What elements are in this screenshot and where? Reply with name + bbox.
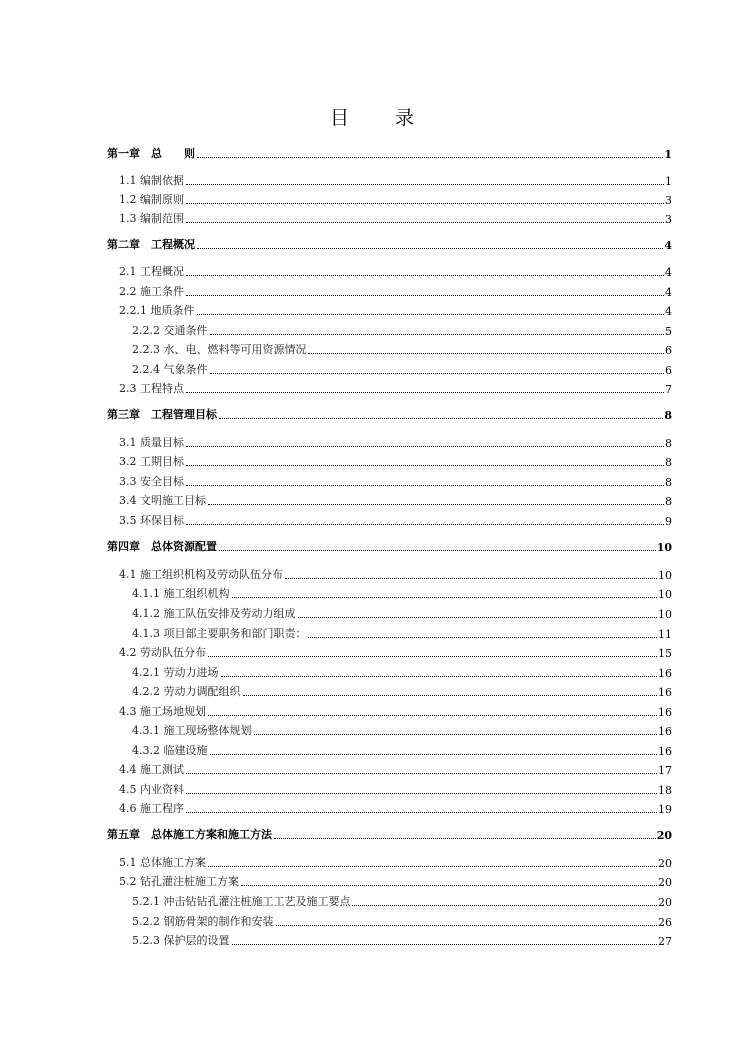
dot-leader [186, 295, 664, 296]
toc-section-entry[interactable] [119, 263, 672, 279]
toc-page-number: 3 [665, 213, 672, 226]
dot-leader [308, 353, 664, 354]
toc-entry-label: 4.3.1 施工现场整体规划 [132, 724, 252, 737]
toc-chapter-entry[interactable] [107, 826, 672, 842]
dot-leader [285, 578, 657, 579]
toc-entry-label: 4.1.1 施工组织机构 [132, 587, 230, 600]
toc-entry-label: 4.1 施工组织机构及劳动队伍分布 [119, 568, 283, 581]
toc-page-number: 6 [665, 364, 672, 377]
dot-leader [208, 866, 657, 867]
toc-page-number: 15 [658, 647, 672, 660]
toc-section-entry[interactable] [119, 172, 672, 188]
toc-page-number: 4 [665, 286, 672, 299]
toc-section-entry[interactable] [132, 722, 672, 738]
toc-entry-label: 3.2 工期目标 [119, 455, 184, 468]
toc-entry-label: 2.2.4 气象条件 [132, 363, 208, 376]
toc-section-entry[interactable] [132, 913, 672, 929]
toc-entry-label: 2.2.2 交通条件 [132, 324, 208, 337]
dot-leader [221, 676, 658, 677]
toc-section-entry[interactable] [119, 191, 672, 207]
toc-page-number: 16 [658, 725, 672, 738]
toc-chapter-entry[interactable] [107, 236, 672, 252]
toc-page-number: 27 [658, 935, 672, 948]
toc-entry-label: 1.3 编制范围 [119, 212, 184, 225]
dot-leader [274, 838, 656, 839]
toc-section-entry[interactable] [132, 664, 672, 680]
toc-section-entry[interactable] [132, 683, 672, 699]
toc-page-number: 20 [658, 857, 672, 870]
toc-page-number: 20 [658, 896, 672, 909]
toc-entry-label: 4.6 施工程序 [119, 802, 184, 815]
toc-page-number: 17 [658, 764, 672, 777]
toc-page-number: 4 [665, 305, 672, 318]
dot-leader [186, 524, 664, 525]
toc-page-number: 4 [664, 239, 672, 252]
dot-leader [210, 754, 658, 755]
toc-entry-label: 第二章 工程概况 [107, 238, 195, 251]
toc-section-entry[interactable] [132, 625, 672, 641]
toc-section-entry[interactable] [132, 742, 672, 758]
toc-page-number: 18 [658, 784, 672, 797]
toc-page-number: 8 [665, 476, 672, 489]
toc-entry-label: 4.2.1 劳动力进场 [132, 666, 219, 679]
dot-leader [241, 885, 657, 886]
toc-page-number: 16 [658, 667, 672, 680]
toc-section-entry[interactable] [119, 703, 672, 719]
dot-leader [276, 925, 658, 926]
toc-section-entry[interactable] [132, 893, 672, 909]
dot-leader [219, 418, 663, 419]
toc-entry-label: 1.1 编制依据 [119, 174, 184, 187]
toc-entry-label: 3.3 安全目标 [119, 475, 184, 488]
toc-section-entry[interactable] [119, 781, 672, 797]
toc-entry-label: 第一章 总 则 [107, 147, 195, 160]
toc-page-number: 8 [665, 437, 672, 450]
dot-leader [210, 334, 665, 335]
dot-leader [208, 504, 664, 505]
toc-entry-label: 第四章 总体资源配置 [107, 540, 217, 553]
dot-leader [197, 248, 663, 249]
toc-page-number: 4 [665, 266, 672, 279]
toc-page-number: 16 [658, 686, 672, 699]
toc-section-entry[interactable] [132, 605, 672, 621]
toc-page-number: 9 [665, 515, 672, 528]
toc-page-number: 7 [665, 383, 672, 396]
dot-leader [186, 184, 664, 185]
toc-section-entry[interactable] [132, 341, 672, 357]
dot-leader [186, 485, 664, 486]
toc-section-entry[interactable] [119, 761, 672, 777]
toc-page-number: 5 [665, 325, 672, 338]
toc-entry-label: 5.2 钻孔灌注桩施工方案 [119, 875, 239, 888]
toc-section-entry[interactable] [119, 380, 672, 396]
dot-leader [298, 617, 658, 618]
toc-section-entry[interactable] [119, 566, 672, 582]
toc-page-number: 10 [658, 569, 672, 582]
toc-page-number: 8 [665, 495, 672, 508]
dot-leader [186, 465, 664, 466]
toc-page-number: 6 [665, 344, 672, 357]
dot-leader [197, 157, 663, 158]
toc-entry-label: 4.2.2 劳动力调配组织 [132, 685, 241, 698]
toc-chapter-entry[interactable] [107, 538, 672, 554]
toc-page-number: 1 [665, 175, 672, 188]
toc-section-entry[interactable] [119, 283, 672, 299]
toc-entry-label: 4.2 劳动队伍分布 [119, 646, 206, 659]
dot-leader [186, 203, 664, 204]
toc-title: 目 录 [329, 107, 435, 129]
toc-section-entry[interactable] [119, 873, 672, 889]
dot-leader [254, 734, 658, 735]
toc-page-number: 11 [658, 628, 672, 641]
toc-page-number: 26 [658, 916, 672, 929]
toc-section-entry[interactable] [119, 434, 672, 450]
toc-section-entry[interactable] [119, 644, 672, 660]
toc-entry-label: 5.2.2 钢筋骨架的制作和安装 [132, 915, 274, 928]
toc-entry-label: 第三章 工程管理目标 [107, 408, 217, 421]
dot-leader [208, 715, 657, 716]
dot-leader [197, 314, 665, 315]
toc-entry-label: 4.3.2 临建设施 [132, 744, 208, 757]
toc-page-number: 8 [664, 409, 672, 422]
toc-section-entry[interactable] [119, 210, 672, 226]
dot-leader [186, 812, 657, 813]
toc-page-number: 10 [656, 541, 672, 554]
toc-page-number: 16 [658, 745, 672, 758]
toc-page-number: 3 [665, 194, 672, 207]
toc-entry-label: 第五章 总体施工方案和施工方法 [107, 828, 272, 841]
toc-section-entry[interactable] [119, 453, 672, 469]
toc-entry-label: 4.5 内业资料 [119, 783, 184, 796]
toc-page-number: 10 [658, 608, 672, 621]
toc-entry-label: 5.2.3 保护层的设置 [132, 934, 230, 947]
toc-section-entry[interactable] [132, 932, 672, 948]
toc-chapter-entry[interactable] [107, 406, 672, 422]
toc-chapter-entry[interactable] [107, 145, 672, 161]
dot-leader [308, 637, 657, 638]
toc-section-entry[interactable] [132, 361, 672, 377]
toc-entry-label: 3.4 文明施工目标 [119, 494, 206, 507]
dot-leader [232, 597, 658, 598]
toc-section-entry[interactable] [119, 492, 672, 508]
toc-entry-label: 5.1 总体施工方案 [119, 856, 206, 869]
toc-section-entry[interactable] [119, 512, 672, 528]
toc-entry-label: 2.2.1 地质条件 [119, 304, 195, 317]
toc-section-entry[interactable] [119, 302, 672, 318]
toc-entry-label: 5.2.1 冲击钻钻孔灌注桩施工工艺及施工要点 [132, 895, 351, 908]
toc-page-number: 10 [658, 588, 672, 601]
toc-entry-label: 4.1.3 项目部主要职务和部门职责： [132, 627, 307, 640]
toc-page-number: 8 [665, 456, 672, 469]
dot-leader [208, 656, 657, 657]
dot-leader [352, 905, 657, 906]
toc-section-entry[interactable] [132, 585, 672, 601]
toc-section-entry[interactable] [119, 473, 672, 489]
toc-entry-label: 3.1 质量目标 [119, 436, 184, 449]
dot-leader [186, 793, 657, 794]
toc-entry-label: 1.2 编制原则 [119, 193, 184, 206]
dot-leader [232, 944, 658, 945]
toc-section-entry[interactable] [119, 854, 672, 870]
toc-entry-label: 2.3 工程特点 [119, 382, 184, 395]
toc-page-number: 20 [658, 876, 672, 889]
toc-entry-label: 4.1.2 施工队伍安排及劳动力组成 [132, 607, 296, 620]
toc-entry-label: 4.4 施工测试 [119, 763, 184, 776]
toc-entry-label: 2.1 工程概况 [119, 265, 184, 278]
dot-leader [186, 222, 664, 223]
toc-section-entry[interactable] [132, 322, 672, 338]
toc-entry-label: 2.2.3 水、电、燃料等可用资源情况 [132, 343, 307, 356]
dot-leader [186, 446, 664, 447]
dot-leader [243, 695, 658, 696]
dot-leader [219, 550, 656, 551]
dot-leader [186, 773, 657, 774]
toc-page-number: 19 [658, 803, 672, 816]
dot-leader [186, 392, 664, 393]
toc-entry-label: 3.5 环保目标 [119, 514, 184, 527]
toc-page-number: 1 [664, 148, 672, 161]
toc-entry-label: 2.2 施工条件 [119, 285, 184, 298]
toc-section-entry[interactable] [119, 800, 672, 816]
dot-leader [210, 373, 665, 374]
toc-page-number: 20 [656, 829, 672, 842]
toc-page-number: 16 [658, 706, 672, 719]
dot-leader [186, 275, 664, 276]
toc-entry-label: 4.3 施工场地规划 [119, 705, 206, 718]
